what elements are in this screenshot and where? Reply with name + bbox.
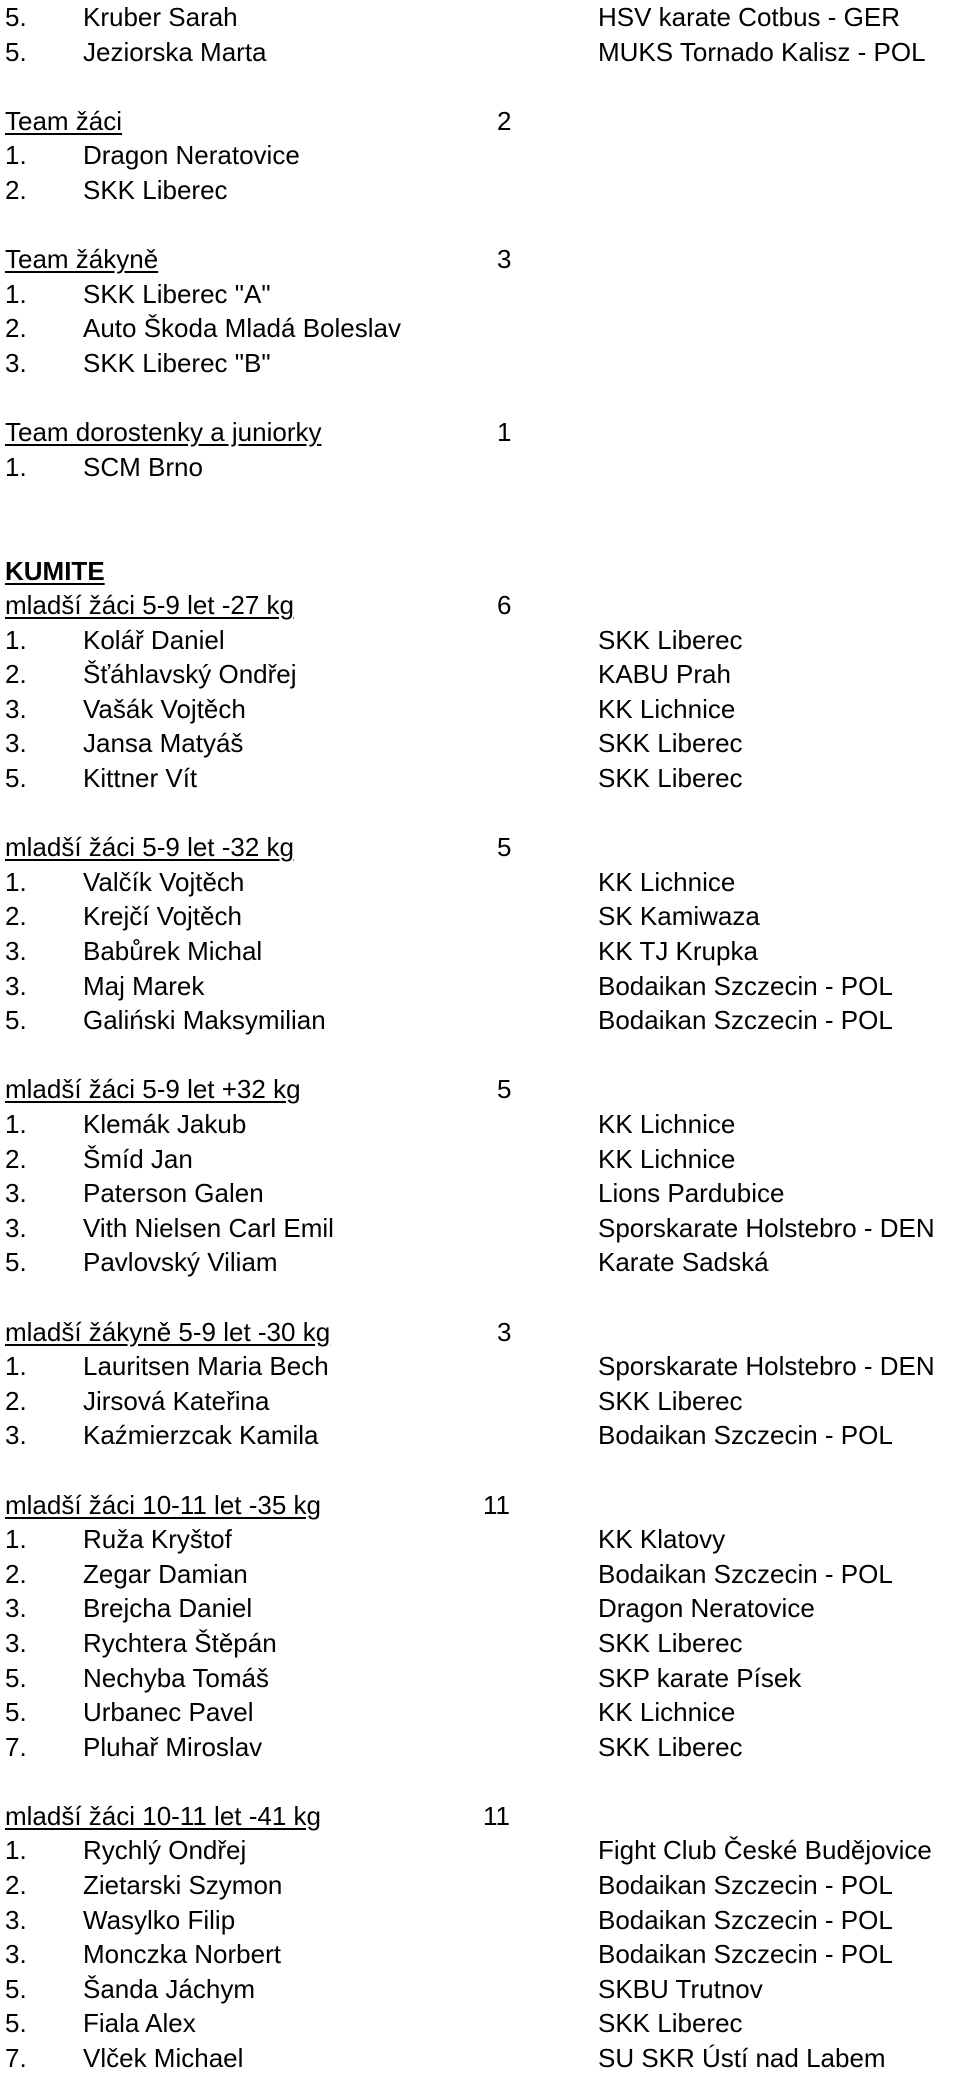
- rank: 1.: [5, 1109, 27, 1139]
- participant-count: 3: [497, 244, 512, 275]
- blank-row: [0, 484, 960, 519]
- competitor-name: Kittner Vít: [83, 763, 198, 794]
- rank: 1.: [5, 1835, 27, 1866]
- competitor-name: Rychtera Štěpán: [83, 1627, 277, 1658]
- club-name: SKK Liberec: [598, 624, 743, 655]
- result-row: [0, 138, 960, 173]
- competitor-name: Klemák Jakub: [83, 1109, 247, 1139]
- competitor-name: Zietarski Szymon: [83, 1870, 283, 1901]
- result-row: [0, 277, 960, 312]
- club-name: SKK Liberec: [598, 1627, 743, 1658]
- team-name: Dragon Neratovice: [83, 140, 300, 171]
- rank: 2.: [5, 313, 27, 344]
- result-row: [0, 1211, 960, 1246]
- team-name: Auto Škoda Mladá Boleslav: [83, 313, 401, 344]
- rank: 1.: [5, 1524, 27, 1555]
- kumite-heading: KUMITE: [5, 555, 105, 586]
- club-name: Bodaikan Szczecin - POL: [598, 1904, 893, 1935]
- competitor-name: Jansa Matyáš: [83, 728, 244, 759]
- competitor-name: Rychlý Ondřej: [83, 1835, 247, 1866]
- club-name: KK Lichnice: [598, 1143, 736, 1174]
- category-header: [0, 1488, 960, 1523]
- competitor-name: Vlček Michael: [83, 2043, 244, 2074]
- result-row: [0, 1833, 960, 1868]
- blank-row: [0, 69, 960, 104]
- club-name: KK Lichnice: [598, 866, 736, 897]
- result-row: [0, 1003, 960, 1038]
- rank: 2.: [5, 659, 27, 690]
- result-row: [0, 311, 960, 346]
- blank-row: [0, 1038, 960, 1073]
- participant-count: 2: [497, 105, 512, 136]
- rank: 2.: [5, 1143, 27, 1174]
- rank: 3.: [5, 970, 27, 1001]
- result-row: [0, 1142, 960, 1177]
- competitor-name: Kruber Sarah: [83, 2, 238, 32]
- club-name: SKK Liberec: [598, 1731, 743, 1762]
- competitor-name: Pluhař Miroslav: [83, 1731, 263, 1762]
- competitor-name: Šťáhlavský Ondřej: [83, 659, 297, 690]
- result-row: [0, 346, 960, 381]
- result-row: [0, 450, 960, 485]
- rank: 5.: [5, 36, 27, 67]
- result-row: [0, 1349, 960, 1384]
- club-name: KK Lichnice: [598, 693, 736, 724]
- competitor-name: Šmíd Jan: [83, 1143, 193, 1174]
- club-name: MUKS Tornado Kalisz - POL: [598, 36, 926, 67]
- competitor-name: Kaźmierzcak Kamila: [83, 1420, 319, 1451]
- rank: 5.: [5, 2, 27, 32]
- participant-count: 1: [497, 417, 512, 448]
- rank: 7.: [5, 1731, 27, 1762]
- club-name: SU SKR Ústí nad Labem: [598, 2043, 886, 2074]
- result-row: [0, 173, 960, 208]
- rank: 3.: [5, 936, 27, 967]
- category-header: [0, 415, 960, 450]
- competitor-name: Pavlovský Viliam: [83, 1247, 278, 1278]
- result-row: [0, 1557, 960, 1592]
- club-name: Bodaikan Szczecin - POL: [598, 1005, 893, 1036]
- rank: 5.: [5, 1697, 27, 1728]
- rank: 5.: [5, 1662, 27, 1693]
- rank: 1.: [5, 624, 27, 655]
- category-title: Team dorostenky a juniorky: [5, 417, 322, 448]
- competitor-name: Valčík Vojtěch: [83, 866, 245, 897]
- rank: 2.: [5, 1558, 27, 1589]
- competitor-name: Urbanec Pavel: [83, 1697, 254, 1728]
- rank: 3.: [5, 1420, 27, 1451]
- result-row: [0, 1176, 960, 1211]
- result-row: [0, 934, 960, 969]
- result-row: [0, 1903, 960, 1938]
- rank: 1.: [5, 451, 27, 482]
- participant-count: 11: [483, 1489, 510, 1520]
- competitor-name: Šanda Jáchym: [83, 1973, 255, 2004]
- rank: 1.: [5, 866, 27, 897]
- rank: 1.: [5, 140, 27, 171]
- category-header: [0, 1072, 960, 1107]
- competitor-name: Vith Nielsen Carl Emil: [83, 1212, 334, 1243]
- category-header: [0, 830, 960, 865]
- rank: 3.: [5, 1212, 27, 1243]
- result-row: [0, 1695, 960, 1730]
- competitor-name: Vašák Vojtěch: [83, 693, 246, 724]
- category-title: Team žáci: [5, 105, 123, 136]
- club-name: KK TJ Krupka: [598, 936, 758, 967]
- rank: 3.: [5, 693, 27, 724]
- team-name: SCM Brno: [83, 451, 203, 482]
- club-name: Bodaikan Szczecin - POL: [598, 1420, 893, 1451]
- competitor-name: Brejcha Daniel: [83, 1593, 253, 1624]
- result-row: [0, 35, 960, 70]
- blank-row: [0, 1453, 960, 1488]
- rank: 1.: [5, 1351, 27, 1382]
- competitor-name: Lauritsen Maria Bech: [83, 1351, 329, 1382]
- competitor-name: Jirsová Kateřina: [83, 1385, 270, 1416]
- competitor-name: Fiala Alex: [83, 2008, 196, 2039]
- result-row: [0, 899, 960, 934]
- club-name: KABU Prah: [598, 659, 731, 690]
- result-row: [0, 623, 960, 658]
- result-row: [0, 0, 960, 35]
- rank: 2.: [5, 1870, 27, 1901]
- category-title: mladší žákyně 5-9 let -30 kg: [5, 1316, 331, 1347]
- participant-count: 3: [497, 1316, 512, 1347]
- result-row: [0, 1730, 960, 1765]
- category-header: [0, 588, 960, 623]
- rank: 2.: [5, 174, 27, 205]
- participant-count: 11: [483, 1800, 510, 1831]
- rank: 3.: [5, 1904, 27, 1935]
- club-name: SKK Liberec: [598, 1385, 743, 1416]
- category-title: mladší žáci 5-9 let -32 kg: [5, 832, 295, 863]
- rank: 2.: [5, 901, 27, 932]
- club-name: HSV karate Cotbus - GER: [598, 2, 900, 32]
- competitor-name: Galiński Maksymilian: [83, 1005, 326, 1036]
- category-title: mladší žáci 5-9 let -27 kg: [5, 590, 295, 621]
- category-title: mladší žáci 5-9 let +32 kg: [5, 1074, 301, 1105]
- competitor-name: Nechyba Tomáš: [83, 1662, 269, 1693]
- rank: 5.: [5, 763, 27, 794]
- rank: 5.: [5, 1247, 27, 1278]
- result-row: [0, 1661, 960, 1696]
- participant-count: 5: [497, 832, 512, 863]
- club-name: SKP karate Písek: [598, 1662, 802, 1693]
- result-row: [0, 692, 960, 727]
- participant-count: 6: [497, 590, 512, 621]
- club-name: Bodaikan Szczecin - POL: [598, 1939, 893, 1970]
- category-title: mladší žáci 10-11 let -35 kg: [5, 1489, 321, 1520]
- club-name: Bodaikan Szczecin - POL: [598, 970, 893, 1001]
- category-header: [0, 1315, 960, 1350]
- blank-row: [0, 796, 960, 831]
- club-name: Fight Club České Budějovice: [598, 1835, 932, 1866]
- result-row: [0, 1626, 960, 1661]
- result-row: [0, 2006, 960, 2041]
- result-row: [0, 969, 960, 1004]
- blank-row: [0, 381, 960, 416]
- club-name: Bodaikan Szczecin - POL: [598, 1558, 893, 1589]
- club-name: Dragon Neratovice: [598, 1593, 815, 1624]
- club-name: SKK Liberec: [598, 728, 743, 759]
- rank: 1.: [5, 278, 27, 309]
- rank: 7.: [5, 2043, 27, 2074]
- result-row: [0, 1522, 960, 1557]
- rank: 3.: [5, 728, 27, 759]
- competitor-name: Monczka Norbert: [83, 1939, 281, 1970]
- team-name: SKK Liberec: [83, 174, 228, 205]
- result-row: [0, 657, 960, 692]
- club-name: KK Lichnice: [598, 1109, 736, 1139]
- result-row: [0, 726, 960, 761]
- result-row: [0, 1418, 960, 1453]
- blank-row: [0, 1764, 960, 1799]
- category-header: [0, 1799, 960, 1834]
- club-name: Sporskarate Holstebro - DEN: [598, 1351, 935, 1382]
- blank-row: [0, 519, 960, 554]
- club-name: SKK Liberec: [598, 2008, 743, 2039]
- competitor-name: Babůrek Michal: [83, 936, 263, 967]
- competitor-name: Wasylko Filip: [83, 1904, 236, 1935]
- club-name: Bodaikan Szczecin - POL: [598, 1870, 893, 1901]
- club-name: SK Kamiwaza: [598, 901, 760, 932]
- competitor-name: Jeziorska Marta: [83, 36, 267, 67]
- competitor-name: Zegar Damian: [83, 1558, 248, 1589]
- competitor-name: Maj Marek: [83, 970, 205, 1001]
- result-row: [0, 1937, 960, 1972]
- result-row: [0, 865, 960, 900]
- competitor-name: Ruža Kryštof: [83, 1524, 232, 1555]
- rank: 5.: [5, 1005, 27, 1036]
- rank: 3.: [5, 1178, 27, 1209]
- club-name: KK Lichnice: [598, 1697, 736, 1728]
- rank: 3.: [5, 1593, 27, 1624]
- rank: 3.: [5, 1627, 27, 1658]
- category-title: mladší žáci 10-11 let -41 kg: [5, 1800, 321, 1831]
- result-row: [0, 1972, 960, 2007]
- rank: 3.: [5, 347, 27, 378]
- club-name: Karate Sadská: [598, 1247, 769, 1278]
- club-name: SKBU Trutnov: [598, 1973, 763, 2004]
- result-row: [0, 2041, 960, 2076]
- rank: 3.: [5, 1939, 27, 1970]
- club-name: Lions Pardubice: [598, 1178, 785, 1209]
- result-row: [0, 761, 960, 796]
- category-header: [0, 104, 960, 139]
- result-row: [0, 1384, 960, 1419]
- blank-row: [0, 1280, 960, 1315]
- rank: 5.: [5, 1973, 27, 2004]
- blank-row: [0, 208, 960, 243]
- result-row: [0, 1107, 960, 1142]
- kumite-heading-row: [0, 554, 960, 589]
- competitor-name: Kolář Daniel: [83, 624, 225, 655]
- club-name: Sporskarate Holstebro - DEN: [598, 1212, 935, 1243]
- result-row: [0, 1245, 960, 1280]
- team-name: SKK Liberec "A": [83, 278, 271, 309]
- club-name: KK Klatovy: [598, 1524, 726, 1555]
- result-row: [0, 1868, 960, 1903]
- category-title: Team žákyně: [5, 244, 159, 275]
- competitor-name: Paterson Galen: [83, 1178, 264, 1209]
- club-name: SKK Liberec: [598, 763, 743, 794]
- team-name: SKK Liberec "B": [83, 347, 271, 378]
- result-row: [0, 1591, 960, 1626]
- rank: 2.: [5, 1385, 27, 1416]
- participant-count: 5: [497, 1074, 512, 1105]
- rank: 5.: [5, 2008, 27, 2039]
- competitor-name: Krejčí Vojtěch: [83, 901, 242, 932]
- category-header: [0, 242, 960, 277]
